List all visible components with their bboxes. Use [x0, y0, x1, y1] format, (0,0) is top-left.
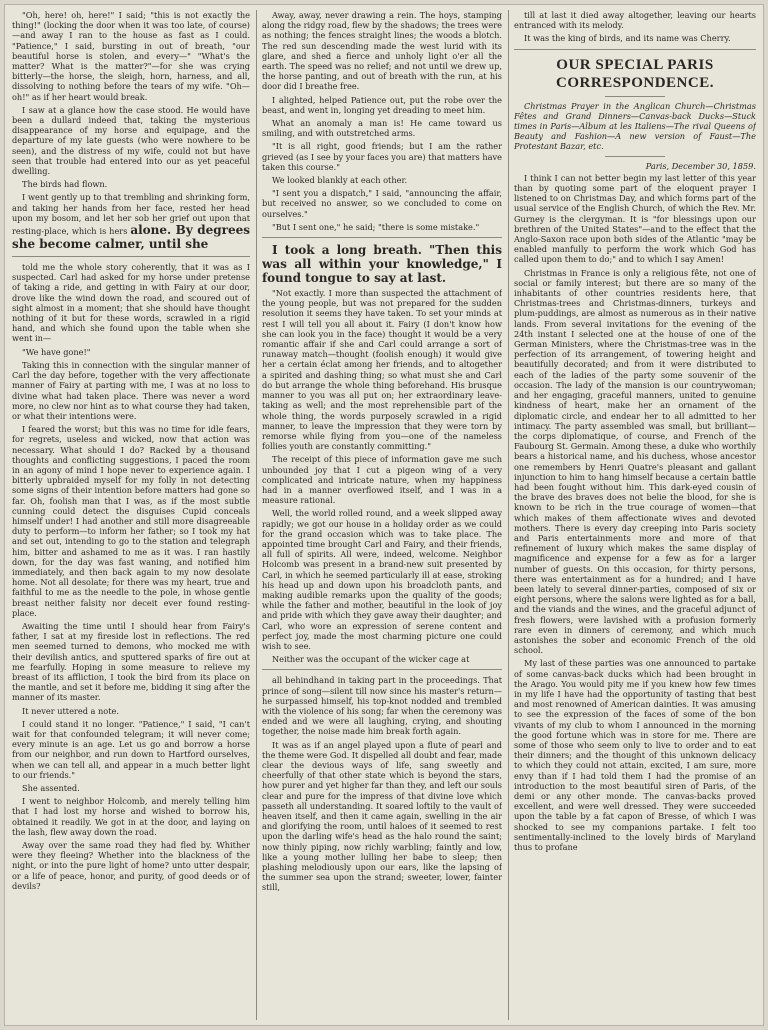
newspaper-page: [4, 4, 764, 1026]
paragraph-text: I went gently up to that trembling and shrinking form, and taking her hands from her face, rested her head upon my bosom, and let her sob her grief out upon that resting-place, which is hers: [12, 192, 250, 237]
divider: [514, 49, 756, 50]
paragraph: Awaiting the time until I should hear from Fairy's father, I sat at my fireside lost in reflections. The red men seemed turned to demons, who mocked me with their devilish antics, and sputtered sparks of fire out at me fearfully. Hoping in some measure to relieve my breast of its affliction, I took the bird from its place on the mantle, and set it before me, bidding it sing after the manner of its master.: [12, 620, 250, 703]
paragraph: I feared the worst; but this was no time for idle fears, for regrets, useless and wicked, now that action was necessary. What should I do? Racked by a thousand thoughts and conflicting suggestions, I paced the room in an agony of mind I hope never to experience again. I bitterly upbraided myself for my folly in not detecting some signs of their intention before matters had gone so far. Oh, foolish man that I was, as if the most subtle cunning could detect the disguises Cupid conceals himself under! I had another and still more disagreeable duty to perform—to inform her father; so I took my hat and set out, intending to go to the station and telegraph him, bitter and ashamed to me as it was. I ran hastily down, for the day was fast waning, and notified him immediately, and then back again to my now desolate home. Not all desolate; for there was my heart, true and faithful to me as the needle to the pole, in whose gentle breast neither falsity nor deceit ever found resting-place.: [12, 424, 250, 618]
paragraph: "But I sent one," he said; "there is some mistake.": [272, 221, 480, 232]
paragraph: My last of these parties was one announced to partake of some canvas-back ducks which had been brought in the Arago. You would pity me if you knew how few times in my life I have had the opportunity of tasting that best and most renowned of American dainties. It was amusing to see the expression of the faces of some of the bon vivants of my club to whom I announced in the morning the good fortune which was in store for me. There are some of those who seem only to live to order and to eat their dinners; and the thought of this unknown delicacy to which they could not attain, excited, I am sure, more envy than if I had told them I had the promise of an introduction to the most beautiful siren of Paris, of the demi or any other monde. The canvas-backs proved excellent, and were well dressed. They were succeeded upon the table by a fat capon of Bresse, of which I was shocked to see my companions partake. I felt too sentimentally-inclined to the lovely birds of Maryland thus to profane: [514, 658, 756, 853]
divider: [605, 156, 665, 157]
divider: [262, 237, 502, 238]
paragraph: "Oh, here! oh, here!" I said; "this is not exactly the thing!" (locking the door when it was too late, of course)—and away I ran to the house as fast as I could. "Patience," I said, bursting in out of breath, "our beautiful horse is stolen, and every—" "What's the matter? What is the matter?"—for she was crying bitterly—the horse, the sleigh, horn, harness, and all, dissolving to nothing before the tears of my wife. "Oh—oh!" as if her heart would break.: [12, 10, 250, 102]
paragraph: Christmas in France is only a religious fête, not one of social or family interest; but there are so many of the inhabitants of other countries residents here, that Christmas-trees and Christmas-dinners, turkeys and plum-puddings, are almost as numerous as in their native lands. From several invitations for the evening of the 24th instant I selected one at the house of one of the German Ministers, where the Christmas-tree was in the perfection of its arrangement, of towering height and beautifully decorated; and from it were distributed to each of the ladies of the party some souvenir of the occasion. The lady of the mansion is our countrywoman; and her engaging, graceful manners, united to genuine kindness of heart, make her an ornament of the diplomatic circle, and endear her to all admitted to her intimacy. The party assembled was small, but brilliant—the corps diplomatique, of course, and French of the Faubourg St. Germain. Among these, a duke who worthily bears a historical name, and his duchess, whose ancestor one remembers by Henri Quatre's pleasant and gallant injunction to him to hang himself because a certain battle had been fought without him. This dark-eyed cousin of the brave des braves does not belie the blood, for she is known to be rich in the true courage of women—that which makes of them affectionate wives and devoted mothers. There is every day creeping into Paris society and Paris entertainments more and more of that refinement of luxury which makes the same display of magnificence and expense for a few as for a larger number of guests. On this occasion, for thirty persons, there was entertainment as for a hundred; and I have been lately to several dinner-parties, composed of six or eight persons, where the salons were lighted as for a ball, and the viands and the wines, and the graceful adjunct of fresh flowers, were lavished with a profusion formerly rare even in dinners of ceremony, and which much astonishes the sober and economic French of the old school.: [514, 267, 756, 656]
paragraph: It was as if an angel played upon a flute of pearl and the theme were God. It dispelled all doubt and fear, made clear the devious ways of life, sang sweetly and cheerfully of that other state which is beyond the stars, how purer and yet higher far than they, and left our souls clear and pure for the impress of that divine love which passeth all understanding. It soared loftily to the vault of heaven itself, and then it came again, swelling in the air and glorifying the room, until haloes of it seemed to rest upon the darling wife's head as the halo round the saint; now thinly piping, now richly warbling; faintly and low, like a young mother lulling her babe to sleep; then plashing melodiously upon our ears, like the lapsing of the summer sea upon the strand; sweeter, lower, fainter still,: [262, 739, 502, 893]
article-deck: Christmas Prayer in the Anglican Church—Christmas Fêtes and Grand Dinners—Canvas-back Ducks—Stuck times in Paris—Album at les Italiens—The rival Queens of Beauty and Fashion—A new version of Faust—The Protestant Bazar, etc.: [514, 100, 756, 152]
paragraph: The receipt of this piece of information gave me such unbounded joy that I cut a pigeon wing of a very complicated and intricate nature, when my happiness had in a manner overflowed itself, and I was in a measure rational.: [262, 454, 502, 506]
column-rule: [256, 10, 257, 1020]
bold-paragraph: I took a long breath. "Then this was all within your knowledge," I found tongue to say at last.: [262, 243, 502, 286]
paragraph: "Not exactly. I more than suspected the attachment of the young people, but was not prepared for the sudden resolution it seems they have taken. To set your minds at rest I will tell you all about it. Fairy (I don't know how she can look you in the face) thought it would be a very romantic affair if she and Carl could arrange a sort of runaway match—thought (foolish enough) it would give her a certain éclat among her friends, and to altogether a spirited and dashing thing; so what must she and Carl do but arrange the whole thing beforehand. His brusque manner to you was all put on; her extraordinary leave-taking as well; and the most reprehensible part of the whole thing, the words purposely scrawled in a rigid manner, to leave the impression that they were torn by remorse while flying from you—one of the nameless follies youth are constantly committing.": [262, 288, 502, 452]
paragraph: Neither was the occupant of the wicker cage at: [272, 654, 470, 665]
paragraph: I think I can not better begin my last letter of this year than by quoting some part of the eloquent prayer I listened to on Christmas Day, and which forms part of the usual service of the English Church, of which the Rev. Mr. Gurney is the clergyman. It is "for blessings upon our brethren of the United States"—and to the effect that the Anglo-Saxon race upon both sides of the Atlantic "may be enabled manfully to perform the work which God has called upon them to do;" and to which I say Amen!: [514, 172, 756, 265]
column-left: [12, 10, 250, 1020]
paragraph: "It is all right, good friends; but I am the rather grieved (as I see by your faces you are) that matters have taken this course.": [262, 141, 502, 172]
paragraph: all behindhand in taking part in the proceedings. That prince of song—silent till now since his master's return—he surpassed himself, his top-knot nodded and trembled with the violence of his song; far when the ceremony was ended and we were all laughing, crying, and shouting together, the noise made him break forth again.: [262, 675, 502, 737]
paragraph: It was the king of birds, and its name was Cherry.: [524, 33, 731, 44]
paragraph: We looked blankly at each other.: [272, 175, 408, 186]
paragraph: [12, 192, 250, 251]
paragraph: She assented.: [22, 783, 80, 794]
paragraph: Taking this in connection with the singular manner of Carl the day before, together with the very affectionate manner of Fairy at parting with me, I was at no loss to divine what had taken place. There was never a word more, no clew nor hint as to what course they had taken, or what their intentions were.: [12, 359, 250, 421]
paragraph: "I sent you a dispatch," I said, "announcing the affair, but received no answer, so we concluded to come on ourselves.": [262, 188, 502, 219]
divider: [262, 669, 502, 670]
paragraph: Away, away, never drawing a rein. The hoys, stamping along the ridgy road, flew by the shadows; the trees were as nothing; the fences straight lines; the woods a blotch. The red sun descending made the west lurid with its glare, and shed a fierce and unholy light o'er all the earth. The speed was no relief; and not until we drew up, the horse panting, and out of breath with the run, at his door did I breathe free.: [262, 10, 502, 92]
paragraph: I alighted, helped Patience out, put the robe over the beast, and went in, longing yet dreading to meet him.: [262, 94, 502, 115]
column-rule: [508, 10, 509, 1020]
paragraph: It never uttered a note.: [22, 705, 119, 716]
paragraph: The birds had flown.: [22, 179, 108, 190]
paragraph: I saw at a glance how the case stood. He would have been a dullard indeed that, taking the mysterious disappearance of my horse and equipage, and the departure of my late guests (who were nowhere to be seen), and the distress of my wife, could not but have seen that trouble had entered into our as yet peaceful dwelling.: [12, 104, 250, 177]
bold-line: alone. By degrees she become calmer, until she: [12, 223, 250, 252]
column-right: [514, 10, 756, 1020]
divider: [605, 96, 665, 97]
paragraph: What an anomaly a man is! He came toward us smiling, and with outstretched arms.: [262, 118, 502, 139]
paragraph: I could stand it no longer. "Patience," I said, "I can't wait for that confounded telegram; it will never come; every minute is an age. Let us go and borrow a horse from our neighbor, and run down to Hartford ourselves, when we can tell all, and appear in a much better light to our friends.": [12, 718, 250, 780]
column-middle: [262, 10, 502, 1020]
article-headline: OUR SPECIAL PARIS CORRESPONDENCE.: [556, 56, 714, 91]
paragraph: till at last it died away altogether, leaving our hearts entranced with its melody.: [514, 10, 756, 31]
dateline: Paris, December 30, 1859.: [645, 160, 756, 171]
paragraph: "We have gone!": [22, 346, 91, 357]
paragraph: Away over the same road they had fled by. Whither were they fleeing? Whether into the blackness of the night, or into the pure light of home? unto utter despair, or a life of peace, honor, and purity, of good deeds or of devils?: [12, 840, 250, 891]
paragraph: Well, the world rolled round, and a week slipped away rapidly; we got our house in a holiday order as we could for the grand occasion which was to take place. The appointed time brought Carl and Fairy, and their friends, all full of spirits. All were, indeed, welcome. Neighbor Holcomb was present in a brand-new suit presented by Carl, in which he seemed particularly ill at ease, stroking his head up and down upon his broadcloth pants, and making audible remarks upon the quality of the goods; while the father and mother, beautiful in the look of joy and pride with which they gave away their daughter; and Carl, who wore an expression of serene content and perfect joy, made the most charming picture one could wish to see.: [262, 508, 502, 651]
divider: [12, 256, 250, 257]
paragraph: I went to neighbor Holcomb, and merely telling him that I had lost my horse and wished to borrow his, obtained it readily. We got in at the door, and laying on the lash, flew away down the road.: [12, 796, 250, 837]
paragraph: told me the whole story coherently, that it was as I suspected. Carl had asked for my horse under pretense of taking a ride, and getting in with Fairy at our door, drove like the wind down the road, and scoured out of sight almost in a moment; that she should have thought nothing of it but for these words, scrawled in a rigid hand, and which she found upon the table when she went in—: [12, 262, 250, 344]
